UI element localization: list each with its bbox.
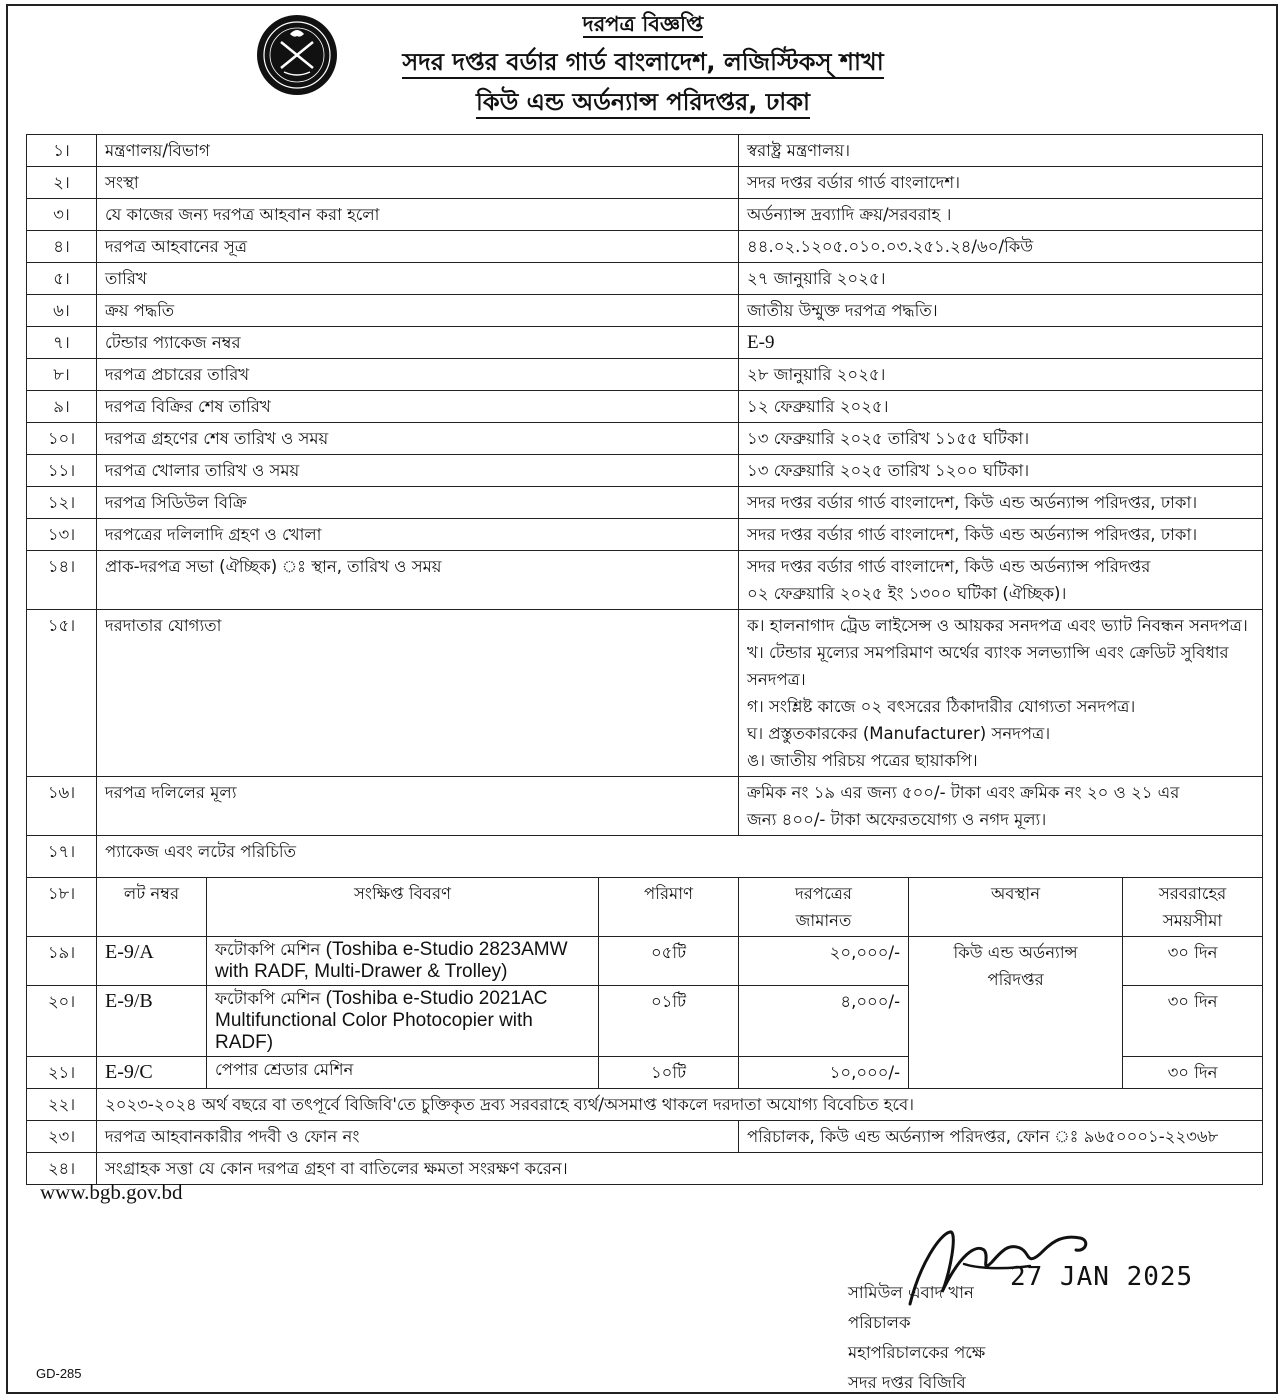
lot-row: ২১। E-9/C পেপার শ্রেডার মেশিন ১০টি ১০,০০০/- ৩০ দিন [27, 1057, 1263, 1089]
signatory-for: মহাপরিচালকের পক্ষে [848, 1343, 986, 1362]
table-row: ৭। টেন্ডার প্যাকেজ নম্বর E-9 [27, 327, 1263, 359]
directorate-title: কিউ এন্ড অর্ডন্যান্স পরিদপ্তর, ঢাকা [0, 84, 1286, 124]
lots-header-row: ১৮। লট নম্বর সংক্ষিপ্ত বিবরণ পরিমাণ দরপত্রের জামানত অবস্থান সরবরাহের সময়সীমা [27, 878, 1263, 937]
table-row: ৪। দরপত্র আহবানের সূত্র ৪৪.০২.১২০৫.০১০.০৩.২৫১.২৪/৬০/কিউ [27, 231, 1263, 263]
table-row: ২৩। দরপত্র আহবানকারীর পদবী ও ফোন নং পরিচালক, কিউ এন্ড অর্ডন্যান্স পরিদপ্তর, ফোন ঃ ৯৬৫০০০১-২২৩৬৮ [27, 1121, 1263, 1153]
date-stamp: 27 JAN 2025 [1010, 1262, 1194, 1292]
table-row: ১১। দরপত্র খোলার তারিখ ও সময় ১৩ ফেব্রুয়ারি ২০২৫ তারিখ ১২০০ ঘটিকা। [27, 455, 1263, 487]
table-row: ৫। তারিখ ২৭ জানুয়ারি ২০২৫। [27, 263, 1263, 295]
website-link[interactable]: www.bgb.gov.bd [40, 1180, 183, 1204]
table-row: ১৭। প্যাকেজ এবং লটের পরিচিতি [27, 836, 1263, 878]
table-row: ২২। ২০২৩-২০২৪ অর্থ বছরে বা তৎপূর্বে বিজিবি'তে চুক্তিকৃত দ্রব্য সরবরাহে ব্যর্থ/অসমাপ্ত থাকলে দরদাতা অযোগ্য বিবেচিত হবে। [27, 1089, 1263, 1121]
table-row: ৯। দরপত্র বিক্রির শেষ তারিখ ১২ ফেব্রুয়ারি ২০২৫। [27, 391, 1263, 423]
table-row: ১। মন্ত্রণালয়/বিভাগ স্বরাষ্ট্র মন্ত্রণালয়। [27, 135, 1263, 167]
table-row: ৩। যে কাজের জন্য দরপত্র আহবান করা হলো অর্ডন্যান্স দ্রব্যাদি ক্রয়/সরবরাহ । [27, 199, 1263, 231]
qualification-item: ঘ। প্রস্তুতকারকের (Manufacturer) সনদপত্র। [747, 724, 1051, 743]
table-row: ২৪। সংগ্রাহক সত্তা যে কোন দরপত্র গ্রহণ বা বাতিলের ক্ষমতা সংরক্ষণ করেন। [27, 1153, 1263, 1185]
document-code: GD-285 [36, 1366, 82, 1381]
table-row: ১৫। দরদাতার যোগ্যতা ক। হালনাগাদ ট্রেড লাইসেন্স ও আয়কর সনদপত্র এবং ভ্যাট নিবন্ধন সনদপত্র। খ। টেন্ডার মূল্যের সমপরিমাণ অর্থের ব্যাংক সলভ্যান্সি এবং ক্রেডিট সুবিধার সনদপত্র। গ। সংশ্লিষ্ট কাজে ০২ বৎসরের ঠিকাদারীর যোগ্যতা সনদপত্র। ঘ। প্রস্তুতকারকের (Manufacturer) সনদপত্র। ঙ। জাতীয় পরিচয় পত্রের ছায়াকপি। [27, 610, 1263, 777]
lot-row: ১৯। E-9/A ফটোকপি মেশিন (Toshiba e-Studio 2823AMW with RADF, Multi-Drawer & Trolley) ০৫টি ২০,০০০/- কিউ এন্ড অর্ডন্যান্স পরিদপ্তর ৩০ দিন [27, 937, 1263, 986]
signatory-name: সামিউল এবাদ খান [848, 1283, 974, 1302]
qualification-item: গ। সংশ্লিষ্ট কাজে ০২ বৎসরের ঠিকাদারীর যোগ্যতা সনদপত্র। [747, 697, 1136, 716]
signatory-office: সদর দপ্তর বিজিবি [848, 1373, 966, 1392]
lot-row: ২০। E-9/B ফটোকপি মেশিন (Toshiba e-Studio 2021AC Multifunctional Color Photocopier with RADF) ০১টি ৪,০০০/- ৩০ দিন [27, 986, 1263, 1057]
table-row: ১৬। দরপত্র দলিলের মূল্য ক্রমিক নং ১৯ এর জন্য ৫০০/- টাকা এবং ক্রমিক নং ২০ ও ২১ এর জন্য ৪০০/- টাকা অফেরতযোগ্য ও নগদ মূল্য। [27, 777, 1263, 836]
notice-title: দরপত্র বিজ্ঞপ্তি [582, 12, 704, 36]
qualification-item: ঙ। জাতীয় পরিচয় পত্রের ছায়াকপি। [747, 751, 978, 770]
table-row: ৬। ক্রয় পদ্ধতি জাতীয় উম্মুক্ত দরপত্র পদ্ধতি। [27, 295, 1263, 327]
table-row: ২। সংস্থা সদর দপ্তর বর্ডার গার্ড বাংলাদেশ। [27, 167, 1263, 199]
org-title: সদর দপ্তর বর্ডার গার্ড বাংলাদেশ, লজিস্টিকস্ শাখা [0, 44, 1286, 84]
signatory-title: পরিচালক [848, 1313, 911, 1332]
table-row: ১৪। প্রাক-দরপত্র সভা (ঐচ্ছিক) ঃ স্থান, তারিখ ও সময় সদর দপ্তর বর্ডার গার্ড বাংলাদেশ, কিউ এন্ড অর্ডন্যান্স পরিদপ্তর ০২ ফেব্রুয়ারি ২০২৫ ইং ১৩০০ ঘটিকা (ঐচ্ছিক)। [27, 551, 1263, 610]
table-row: ১৩। দরপত্রের দলিলাদি গ্রহণ ও খোলা সদর দপ্তর বর্ডার গার্ড বাংলাদেশ, কিউ এন্ড অর্ডন্যান্স পরিদপ্তর, ঢাকা। [27, 519, 1263, 551]
qualification-item: ক। হালনাগাদ ট্রেড লাইসেন্স ও আয়কর সনদপত্র এবং ভ্যাট নিবন্ধন সনদপত্র। [747, 616, 1248, 635]
table-row: ১০। দরপত্র গ্রহণের শেষ তারিখ ও সময় ১৩ ফেব্রুয়ারি ২০২৫ তারিখ ১১৫৫ ঘটিকা। [27, 423, 1263, 455]
tender-table [26, 134, 1263, 1185]
table-row: ৮। দরপত্র প্রচারের তারিখ ২৮ জানুয়ারি ২০২৫। [27, 359, 1263, 391]
table-row: ১২। দরপত্র সিডিউল বিক্রি সদর দপ্তর বর্ডার গার্ড বাংলাদেশ, কিউ এন্ড অর্ডন্যান্স পরিদপ্তর, ঢাকা। [27, 487, 1263, 519]
signatory-block [848, 1278, 985, 1398]
qualification-item: খ। টেন্ডার মূল্যের সমপরিমাণ অর্থের ব্যাংক সলভ্যান্সি এবং ক্রেডিট সুবিধার সনদপত্র। [747, 643, 1229, 689]
